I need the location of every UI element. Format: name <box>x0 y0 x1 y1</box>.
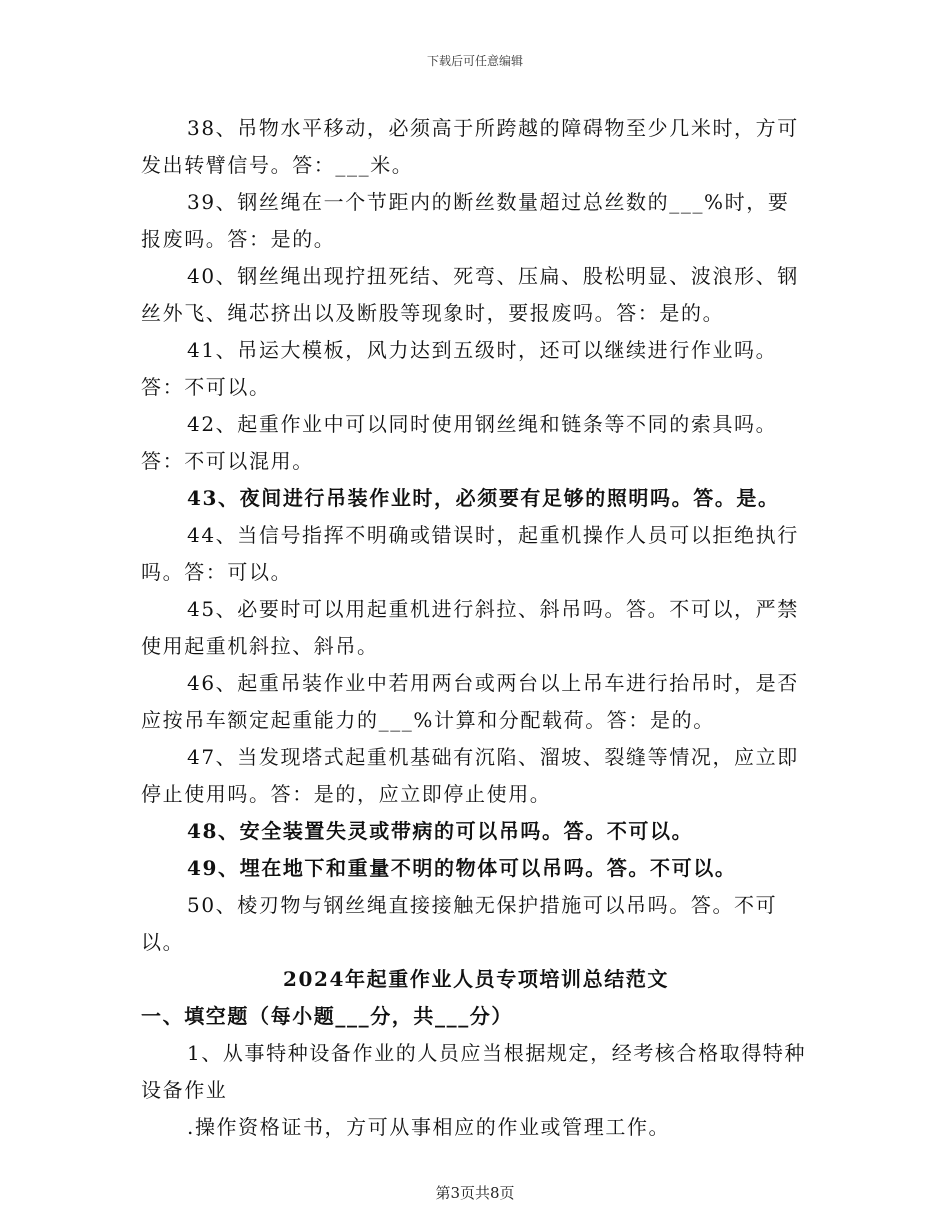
subsection-title: 一、填空题（每小题___分，共___分） <box>141 1004 513 1028</box>
question-50: 50、棱刃物与钢丝绳直接接触无保护措施可以吊吗。答。不可以。 <box>141 893 778 954</box>
question-47: 47、当发现塔式起重机基础有沉陷、溜坡、裂缝等情况，应立即停止使用吗。答：是的，应立即停止使用。 <box>141 745 799 806</box>
question-42: 42、起重作业中可以同时使用钢丝绳和链条等不同的索具吗。答：不可以混用。 <box>141 412 778 473</box>
fill-question-1-continued: .操作资格证书，方可从事相应的作业或管理工作。 <box>187 1115 671 1139</box>
page-header: 下载后可任意编辑 <box>426 54 523 68</box>
question-43: 43、夜间进行吊装作业时，必须要有足够的照明吗。答。是。 <box>187 486 780 510</box>
section-title: 2024年起重作业人员专项培训总结范文 <box>282 967 670 991</box>
page-footer: 第3页共8页 <box>435 1184 515 1202</box>
question-41: 41、吊运大模板，风力达到五级时，还可以继续进行作业吗。答：不可以。 <box>141 338 778 399</box>
document-body <box>141 110 811 1146</box>
question-38: 38、吊物水平移动，必须高于所跨越的障碍物至少几米时，方可发出转臂信号。答：___米。 <box>141 116 799 177</box>
question-49: 49、埋在地下和重量不明的物体可以吊吗。答。不可以。 <box>187 856 737 880</box>
question-44: 44、当信号指挥不明确或错误时，起重机操作人员可以拒绝执行吗。答：可以。 <box>141 523 799 584</box>
question-45: 45、必要时可以用起重机进行斜拉、斜吊吗。答。不可以，严禁使用起重机斜拉、斜吊。 <box>141 597 799 658</box>
question-46: 46、起重吊装作业中若用两台或两台以上吊车进行抬吊时，是否应按吊车额定起重能力的___%计算和分配载荷。答：是的。 <box>141 671 799 732</box>
fill-question-1: 1、从事特种设备作业的人员应当根据规定，经考核合格取得特种设备作业 <box>141 1041 807 1102</box>
question-39: 39、钢丝绳在一个节距内的断丝数量超过总丝数的___%时，要报废吗。答：是的。 <box>141 190 790 251</box>
question-48: 48、安全装置失灵或带病的可以吊吗。答。不可以。 <box>187 819 694 843</box>
question-40: 40、钢丝绳出现拧扭死结、死弯、压扁、股松明显、波浪形、钢丝外飞、绳芯挤出以及断股等现象时，要报废吗。答：是的。 <box>141 264 799 325</box>
